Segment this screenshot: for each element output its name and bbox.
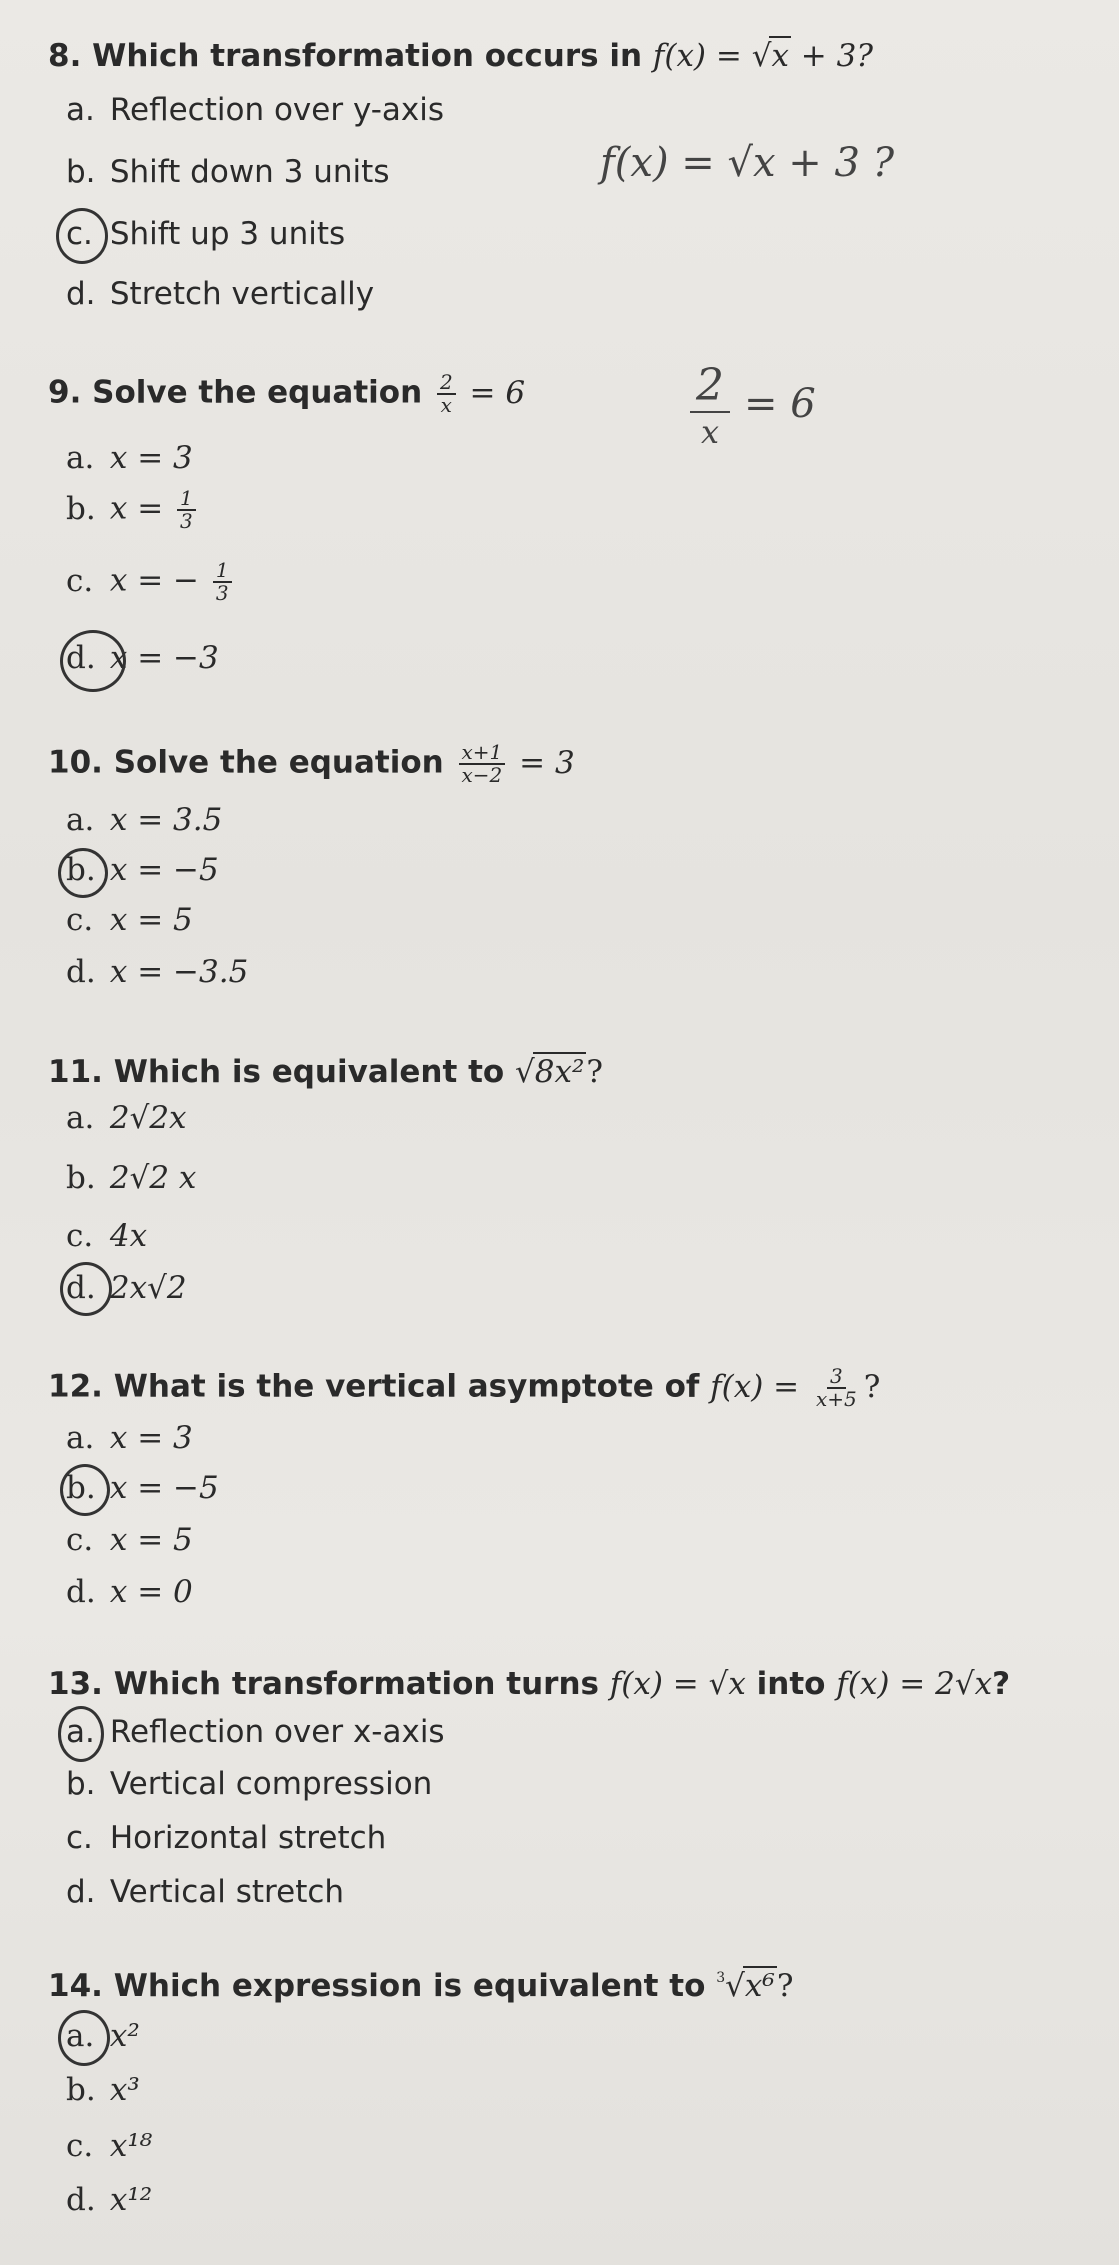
option-10b[interactable]: b. x = −5: [66, 852, 219, 888]
question-expression: $\frac{2}{x}$ = 6: [433, 375, 525, 411]
question-number: 11.: [48, 1054, 103, 1090]
question-11: [48, 1052, 603, 1090]
question-number: 14.: [48, 1968, 103, 2004]
option-9d[interactable]: d. x = −3: [66, 640, 219, 676]
option-13d[interactable]: d. Vertical stretch: [66, 1874, 345, 1910]
option-11a[interactable]: a. 2√2x: [66, 1100, 187, 1136]
handwritten-note-q9: 2 x = 6: [690, 360, 816, 451]
question-13: 13. Which transformation turns f(x) = √x into f(x) = 2√x?: [48, 1666, 1011, 1702]
option-13c[interactable]: c. Horizontal stretch: [66, 1820, 387, 1856]
answer-circle-14a: [58, 2010, 110, 2066]
question-expression-b: f(x) = 2√x: [836, 1666, 993, 1702]
handwritten-note-q8: f(x) = √x + 3 ?: [600, 140, 895, 186]
question-expression: f(x) = $\frac{3}{x+5}$ ?: [710, 1364, 881, 1411]
option-14c[interactable]: c. x¹⁸: [66, 2128, 153, 2164]
answer-circle-8c: [56, 208, 108, 264]
question-8: [48, 36, 873, 74]
option-10a[interactable]: a. x = 3.5: [66, 802, 223, 838]
option-13b[interactable]: b. Vertical compression: [66, 1766, 433, 1802]
question-9: [48, 372, 525, 416]
answer-circle-11d: [60, 1262, 112, 1316]
question-10: [48, 742, 575, 786]
question-prompt: Solve the equation: [92, 374, 423, 411]
question-number: 13.: [48, 1666, 103, 1702]
option-10d[interactable]: d. x = −3.5: [66, 954, 249, 990]
option-12a[interactable]: a. x = 3: [66, 1420, 193, 1456]
option-14a[interactable]: a. x²: [66, 2018, 140, 2054]
answer-circle-13a: [58, 1706, 104, 1762]
option-12d[interactable]: d. x = 0: [66, 1574, 193, 1610]
option-12c[interactable]: c. x = 5: [66, 1522, 193, 1558]
option-8c[interactable]: c. Shift up 3 units: [66, 216, 346, 252]
question-prompt: Solve the equation: [113, 744, 444, 781]
question-expression: √8x²?: [515, 1054, 604, 1090]
option-9c[interactable]: c. x = − $\frac{1}{3}$: [66, 560, 236, 604]
question-prompt: Which expression is equivalent to: [113, 1968, 706, 2004]
question-prompt: Which is equivalent to: [113, 1054, 505, 1090]
option-8b[interactable]: b. Shift down 3 units: [66, 154, 390, 190]
option-11b[interactable]: b. 2√2 x: [66, 1160, 197, 1196]
question-expression-a: f(x) = √x: [609, 1666, 746, 1702]
option-12b[interactable]: b. x = −5: [66, 1470, 219, 1506]
question-prompt: What is the vertical asymptote of: [113, 1368, 700, 1405]
option-11d[interactable]: d. 2x√2: [66, 1270, 187, 1306]
question-expression: $^3$√x⁶?: [716, 1968, 794, 2004]
question-14: [48, 1966, 793, 2004]
question-12: [48, 1366, 880, 1410]
question-expression: $\frac{x+1}{x-2}$ = 3: [455, 745, 575, 781]
question-prompt: Which transformation turns: [113, 1666, 599, 1702]
option-14b[interactable]: b. x³: [66, 2072, 140, 2108]
option-13a[interactable]: a. Reflection over x-axis: [66, 1714, 445, 1750]
question-number: 12.: [48, 1368, 103, 1405]
question-expression: f(x) = √x + 3?: [652, 38, 873, 74]
question-number: 9.: [48, 374, 82, 411]
question-number: 10.: [48, 744, 103, 781]
question-number: 8.: [48, 38, 82, 74]
option-14d[interactable]: d. x¹²: [66, 2182, 153, 2218]
answer-circle-9d: [60, 630, 126, 692]
answer-circle-10b: [58, 848, 108, 898]
question-prompt: Which transformation occurs in: [92, 38, 643, 74]
option-8d[interactable]: d. Stretch vertically: [66, 276, 375, 312]
option-9b[interactable]: b. x = $\frac{1}{3}$: [66, 488, 200, 532]
option-11c[interactable]: c. 4x: [66, 1218, 148, 1254]
option-9a[interactable]: a. x = 3: [66, 440, 193, 476]
option-8a[interactable]: a. Reflection over y-axis: [66, 92, 445, 128]
option-10c[interactable]: c. x = 5: [66, 902, 193, 938]
answer-circle-12b: [60, 1464, 110, 1516]
